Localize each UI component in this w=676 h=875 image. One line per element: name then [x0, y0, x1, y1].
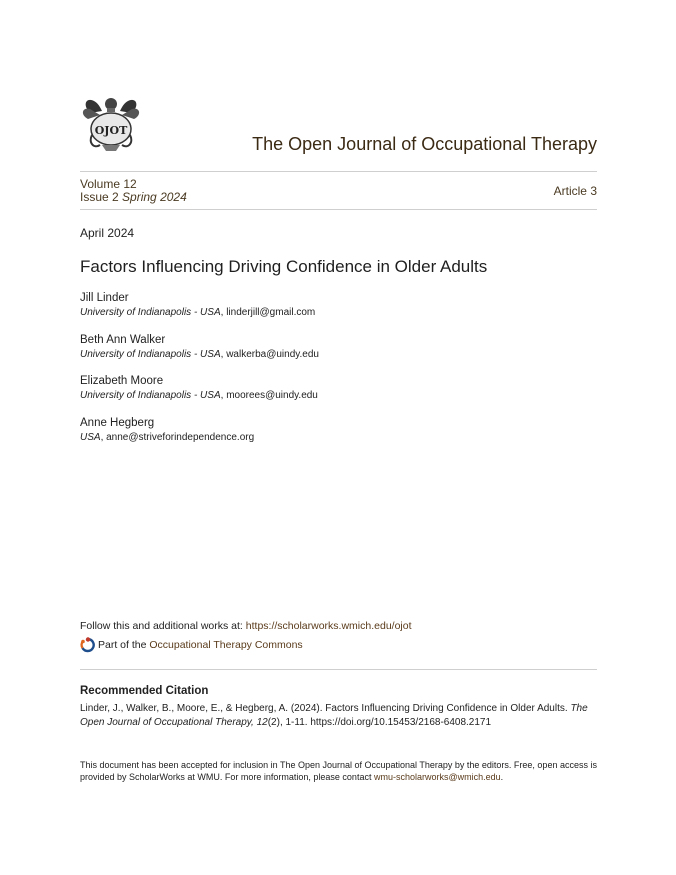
acceptance-end: . [500, 772, 504, 782]
author-block: Jill Linder University of Indianapolis - USA, linderjill@gmail.com [80, 292, 316, 318]
author-block: Anne Hegberg USA, anne@striveforindependence.org [80, 417, 255, 443]
divider [80, 669, 597, 670]
contact-email[interactable]: wmu-scholarworks@wmich.edu [373, 772, 501, 782]
author-email[interactable]: linderjill@gmail.com [226, 307, 316, 318]
divider [80, 209, 597, 210]
volume-link[interactable]: Volume 12 [80, 177, 137, 191]
issue-link[interactable]: Issue 2 [80, 190, 119, 204]
author-affiliation: University of Indianapolis - USA [80, 390, 221, 401]
follow-url[interactable]: https://scholarworks.wmich.edu/ojot [245, 620, 412, 632]
part-of-label: Part of the [98, 639, 147, 651]
author-email[interactable]: anne@striveforindependence.org [106, 432, 255, 443]
author-affiliation: University of Indianapolis - USA [80, 307, 221, 318]
citation-authors: Linder, J., Walker, B., Moore, E., & Hegberg, A. (2024). Factors Influencing Driving Confidence in Older Adults. [80, 703, 568, 714]
paper-title: Factors Influencing Driving Confidence in Older Adults [80, 257, 488, 276]
author-email[interactable]: moorees@uindy.edu [226, 390, 318, 401]
commons-link[interactable]: Occupational Therapy Commons [149, 639, 303, 651]
author-affiliation: USA [80, 432, 101, 443]
author-affiliation: University of Indianapolis - USA [80, 349, 221, 360]
issue-season: Spring 2024 [122, 190, 187, 204]
citation-doi[interactable]: https://doi.org/10.15453/2168-6408.2171 [310, 717, 492, 728]
seal-icon [80, 95, 142, 153]
citation-text [80, 702, 600, 730]
follow-line [80, 620, 412, 632]
author-name: Jill Linder [80, 292, 129, 304]
follow-label: Follow this and additional works at: [80, 620, 243, 632]
logo-text: OJOT [94, 124, 128, 137]
author-block: Beth Ann Walker University of Indianapolis - USA, walkerba@uindy.edu [80, 334, 319, 360]
citation-journal: The Open Journal of Occupational Therapy, 12 [80, 703, 588, 728]
volume-issue [80, 178, 187, 204]
author-email[interactable]: walkerba@uindy.edu [226, 349, 319, 360]
publication-date: April 2024 [80, 226, 135, 240]
acceptance-notice [80, 759, 600, 783]
network-icon [80, 637, 96, 653]
author-block: Elizabeth Moore University of Indianapolis - USA, moorees@uindy.edu [80, 375, 318, 401]
divider [80, 171, 597, 172]
citation-heading: Recommended Citation [80, 685, 209, 697]
author-name: Anne Hegberg [80, 417, 155, 429]
journal-title[interactable]: The Open Journal of Occupational Therapy [252, 134, 597, 154]
article-number[interactable]: Article 3 [553, 184, 597, 198]
author-name: Beth Ann Walker [80, 334, 166, 346]
author-name: Elizabeth Moore [80, 375, 164, 387]
citation-issue: (2), 1-11. [267, 717, 308, 728]
acceptance-text: This document has been accepted for inclusion in The Open Journal of Occupational Therapy by the editors. Free, open access is provided by ScholarWorks at WMU. For more information, please contact [80, 760, 597, 782]
part-of-line [80, 637, 303, 653]
